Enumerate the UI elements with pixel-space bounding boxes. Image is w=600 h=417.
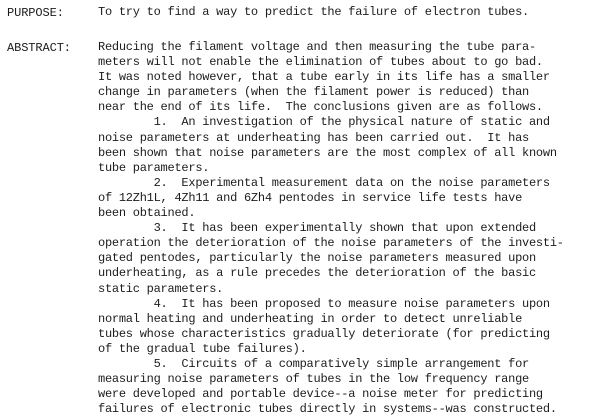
abstract-line: Reducing the filament voltage and then measuring the tube para-: [98, 40, 536, 54]
abstract-label: ABSTRACT:: [7, 41, 71, 55]
conclusion-4-line: of the gradual tube failures).: [98, 341, 307, 356]
abstract-line: meters will not enable the elimination of tubes about to go bad.: [98, 55, 543, 70]
conclusion-3-line: operation the deterioration of the noise parameters of the investi-: [98, 236, 564, 251]
purpose-label: PURPOSE:: [7, 6, 64, 20]
conclusion-3-line: gated pentodes, particularly the noise parameters measured upon: [98, 251, 536, 266]
abstract-text: [98, 40, 598, 417]
conclusion-3-line: 3. It has been experimentally shown that upon extended: [98, 221, 536, 236]
conclusion-4-line: 4. It has been proposed to measure noise parameters upon: [98, 296, 550, 311]
conclusion-5-line: 5. Circuits of a comparatively simple arrangement for: [98, 356, 529, 371]
conclusion-4-line: tubes whose characteristics gradually deteriorate (for predicting: [98, 326, 550, 341]
abstract-line: near the end of its life. The conclusions given are as follows.: [98, 100, 543, 115]
conclusion-1-line: 1. An investigation of the physical nature of static and: [98, 115, 550, 130]
conclusion-1-line: tube parameters.: [98, 160, 210, 175]
conclusion-3-line: underheating, as a rule precedes the deterioration of the basic: [98, 266, 536, 281]
conclusion-2-line: 2. Experimental measurement data on the noise parameters: [98, 175, 550, 190]
conclusion-4-line: normal heating and underheating in order to detect unreliable: [98, 311, 523, 326]
conclusion-3-line: static parameters.: [98, 281, 224, 296]
purpose-line: To try to find a way to predict the failure of electron tubes.: [98, 5, 529, 19]
abstract-line: It was noted however, that a tube early in its life has a smaller: [98, 70, 550, 85]
purpose-text: [98, 5, 598, 20]
conclusion-2-line: been obtained.: [98, 206, 196, 221]
conclusion-1-line: noise parameters at underheating has been carried out. It has: [98, 130, 529, 145]
conclusion-5-line: measuring noise parameters of tubes in the low frequency range: [98, 372, 529, 387]
conclusion-1-line: been shown that noise parameters are the most complex of all known: [98, 145, 557, 160]
conclusion-2-line: of 12Zh1L, 4Zh11 and 6Zh4 pentodes in service life tests have: [98, 190, 523, 205]
abstract-line: change in parameters (when the filament power is reduced) than: [98, 85, 529, 100]
conclusion-5-line: were developed and portable device--a noise meter for predicting: [98, 387, 543, 402]
conclusion-5-line: failures of electronic tubes directly in systems--was constructed.: [98, 402, 557, 417]
